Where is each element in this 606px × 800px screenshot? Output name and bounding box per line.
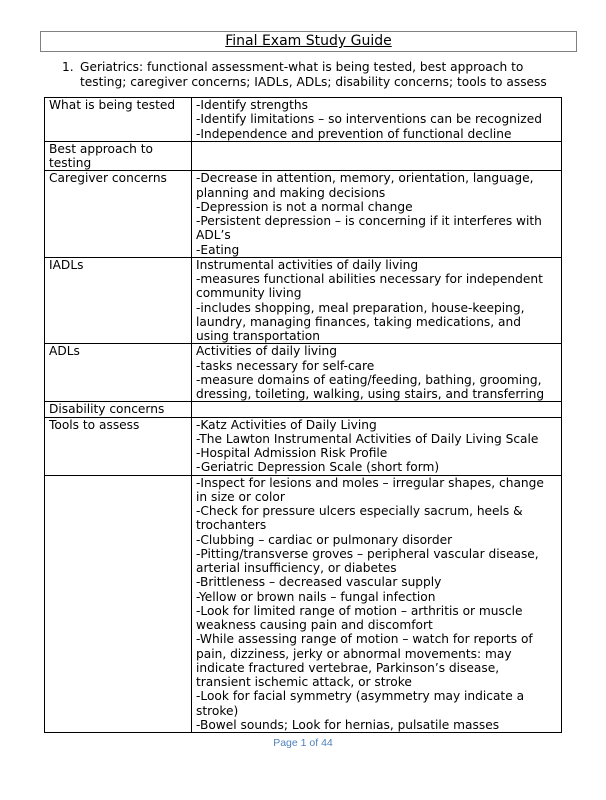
content-line: -Look for facial symmetry (asymmetry may indicate a stroke) [196, 689, 525, 718]
row-content [192, 141, 562, 171]
row-label: Disability concerns [45, 402, 192, 417]
content-line: -Check for pressure ulcers especially sacrum, heels & trochanters [196, 504, 523, 533]
question-text: Geriatrics: functional assessment-what is being tested, best approach to testing; caregiver concerns; IADLs, ADLs; disability concerns; tools to assess [80, 60, 547, 89]
content-line: -While assessing range of motion – watch for reports of pain, dizziness, jerky or abnormal movements: may indicate fractured vertebrae, Parkinson’s disease, transient ischemic attack, or stroke [196, 632, 533, 689]
question-number: 1. [62, 60, 74, 74]
content-line: -measures functional abilities necessary for independent community living [196, 272, 543, 301]
row-content [192, 344, 562, 402]
content-line: -Identify strengths [196, 98, 308, 112]
table-row [45, 257, 562, 344]
row-label: IADLs [45, 257, 192, 344]
table-row [45, 344, 562, 402]
page-number-footer: Page 1 of 44 [273, 737, 333, 749]
table-row [45, 141, 562, 171]
row-content [192, 417, 562, 475]
table-row [45, 98, 562, 142]
page-title: Final Exam Study Guide [40, 31, 577, 52]
content-line: -Eating [196, 242, 240, 257]
content-line: -Decrease in attention, memory, orientation, language, planning and making decisions [196, 171, 534, 200]
row-content [192, 171, 562, 258]
content-line: -Hospital Admission Risk Profile [196, 446, 388, 460]
row-content [192, 257, 562, 344]
question-item [62, 60, 572, 89]
content-line: Activities of daily living [196, 344, 337, 359]
content-line: -Geriatric Depression Scale (short form) [196, 460, 440, 475]
row-label: What is being tested [45, 98, 192, 142]
content-line: -Pitting/transverse groves – peripheral vascular disease, arterial insufficiency, or diabetes [196, 546, 539, 575]
content-line: -Persistent depression – is concerning if it interferes with ADL’s [196, 214, 542, 243]
content-line: -Look for limited range of motion – arthritis or muscle weakness causing pain and discomfort [196, 603, 523, 632]
content-line: -tasks necessary for self-care [196, 358, 375, 373]
content-line: -Independence and prevention of functional decline [196, 126, 512, 141]
row-content [192, 402, 562, 417]
row-label [45, 475, 192, 733]
row-label: ADLs [45, 344, 192, 402]
content-line: -Bowel sounds; Look for hernias, pulsatile masses [196, 717, 500, 732]
content-line: -measure domains of eating/feeding, bathing, grooming, dressing, toileting, walking, using stairs, and transferring [196, 372, 545, 401]
table-row [45, 417, 562, 475]
row-label: Caregiver concerns [45, 171, 192, 258]
row-content [192, 475, 562, 733]
content-line: Instrumental activities of daily living [196, 257, 419, 272]
study-table [44, 97, 562, 733]
row-label: Best approach to testing [45, 141, 192, 171]
content-line: -Identify limitations – so interventions can be recognized [196, 112, 542, 127]
content-line: -Brittleness – decreased vascular supply [196, 575, 442, 590]
table-row [45, 475, 562, 733]
content-line: -Yellow or brown nails – fungal infection [196, 589, 436, 604]
table-row [45, 402, 562, 417]
content-line: -Clubbing – cardiac or pulmonary disorder [196, 532, 453, 547]
content-line: -Inspect for lesions and moles – irregular shapes, change in size or color [196, 475, 544, 504]
row-label: Tools to assess [45, 417, 192, 475]
content-line: -includes shopping, meal preparation, house-keeping, laundry, managing finances, taking medications, and using transportation [196, 300, 525, 343]
row-content [192, 98, 562, 142]
content-line: -Depression is not a normal change [196, 199, 413, 214]
table-row [45, 171, 562, 258]
content-line: -The Lawton Instrumental Activities of Daily Living Scale [196, 431, 539, 446]
content-line: -Katz Activities of Daily Living [196, 417, 377, 432]
